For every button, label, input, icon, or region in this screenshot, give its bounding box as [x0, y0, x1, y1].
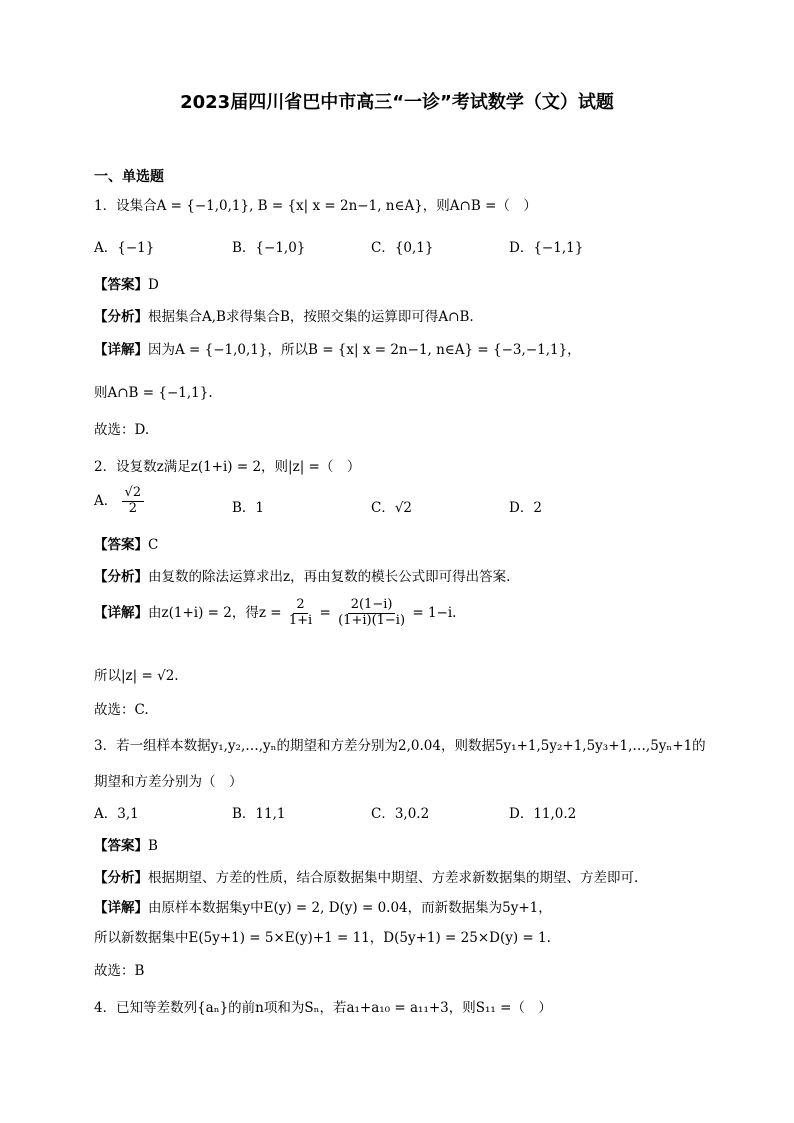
- answer-label: 【答案】: [94, 277, 148, 293]
- fraction-numerator: √2: [122, 486, 145, 502]
- q1-analysis: 根据集合A,B求得集合B，按照交集的运算即可得A∩B.: [148, 309, 474, 325]
- q2-detail-fraction-1: [286, 598, 315, 629]
- q1-option-d[interactable]: D．{−1,1}: [509, 240, 584, 256]
- q2-option-b[interactable]: B．1: [232, 500, 265, 516]
- q2-detail-a: 由z(1+i) = 2，得z =: [148, 604, 282, 621]
- q2-answer: C: [148, 537, 159, 553]
- q3-answer-row: [94, 834, 158, 854]
- q3-stem-line-1: 3．若一组样本数据y₁,y₂,…,yₙ的期望和方差分别为2,0.04，则数据5y₁+1,5y₂+1,5y₃+1,…,5yₙ+1的: [94, 738, 706, 754]
- q2-option-c[interactable]: C．√2: [371, 500, 413, 516]
- q1-option-b[interactable]: B．{−1,0}: [232, 240, 306, 256]
- fraction-denominator: (1+i)(1−i): [338, 612, 406, 628]
- section-heading: 一、单选题: [94, 169, 164, 185]
- q1-answer: D: [148, 277, 159, 293]
- q2-detail-fraction-2: [335, 598, 408, 629]
- q3-analysis: 根据期望、方差的性质，结合原数据集中期望、方差求新数据集的期望、方差即可.: [148, 870, 639, 886]
- q3-detail-row: [94, 896, 552, 916]
- q2-stem: 2．设复数z满足z(1+i) = 2，则|z| =（ ）: [94, 459, 361, 475]
- q2-choose: 故选：C.: [94, 702, 149, 718]
- q1-detail-row: [94, 338, 581, 358]
- q2-option-a[interactable]: [94, 486, 144, 517]
- q2-detail-row: [94, 598, 456, 629]
- q2-answer-row: [94, 533, 158, 553]
- q1-option-a[interactable]: A．{−1}: [94, 240, 155, 256]
- q1-detail-1: 因为A = {−1,0,1}，所以B = {x| x = 2n−1, n∈A} = {−3,−1,1}，: [148, 342, 581, 358]
- q2-analysis: 由复数的除法运算求出z，再由复数的模长公式即可得出答案.: [148, 569, 511, 585]
- fraction-denominator: 1+i: [288, 612, 313, 628]
- q2-detail-2: 所以|z| = √2.: [94, 668, 179, 684]
- q3-stem-line-2: 期望和方差分别为（ ）: [94, 774, 243, 790]
- detail-label: 【详解】: [94, 900, 148, 916]
- q2-option-d[interactable]: D．2: [509, 500, 542, 516]
- q3-option-a[interactable]: A．3,1: [94, 806, 139, 822]
- analysis-label: 【分析】: [94, 309, 148, 325]
- fraction-denominator: 2: [128, 500, 137, 516]
- equals-sign: =: [319, 604, 331, 621]
- q3-choose: 故选：B: [94, 963, 145, 979]
- q1-choose: 故选：D.: [94, 422, 150, 438]
- q3-answer: B: [148, 838, 158, 854]
- answer-label: 【答案】: [94, 838, 148, 854]
- q3-option-c[interactable]: C．3,0.2: [371, 806, 430, 822]
- q2-detail-b: = 1−i.: [412, 604, 457, 621]
- page-title: 2023届四川省巴中市高三“一诊”考试数学（文）试题: [180, 92, 614, 113]
- fraction-numerator: 2(1−i): [348, 598, 396, 614]
- q4-stem: 4．已知等差数列{aₙ}的前n项和为Sₙ，若a₁+a₁₀ = a₁₁+3，则S₁₁ =（ ）: [94, 1000, 552, 1016]
- analysis-label: 【分析】: [94, 569, 148, 585]
- q2-option-a-prefix: A．: [94, 492, 118, 509]
- q3-detail-2: 所以新数据集中E(5y+1) = 5×E(y)+1 = 11，D(5y+1) = 25×D(y) = 1.: [94, 930, 551, 946]
- q3-detail-1: 由原样本数据集y中E(y) = 2, D(y) = 0.04，而新数据集为5y+1，: [148, 900, 552, 916]
- q3-option-b[interactable]: B．11,1: [232, 806, 286, 822]
- q1-option-c[interactable]: C．{0,1}: [371, 240, 434, 256]
- detail-label: 【详解】: [94, 342, 148, 358]
- analysis-label: 【分析】: [94, 870, 148, 886]
- q2-analysis-row: [94, 565, 510, 585]
- fraction-numerator: 2: [293, 598, 307, 614]
- q2-option-a-fraction: [122, 486, 145, 517]
- q3-option-d[interactable]: D．11,0.2: [509, 806, 577, 822]
- q1-stem: 1．设集合A = {−1,0,1}, B = {x| x = 2n−1, n∈A}，则A∩B =（ ）: [94, 198, 537, 214]
- q1-answer-row: [94, 273, 159, 293]
- q1-analysis-row: [94, 305, 474, 325]
- answer-label: 【答案】: [94, 537, 148, 553]
- q1-detail-2: 则A∩B = {−1,1}.: [94, 385, 213, 401]
- q3-analysis-row: [94, 866, 638, 886]
- detail-label: 【详解】: [94, 604, 148, 621]
